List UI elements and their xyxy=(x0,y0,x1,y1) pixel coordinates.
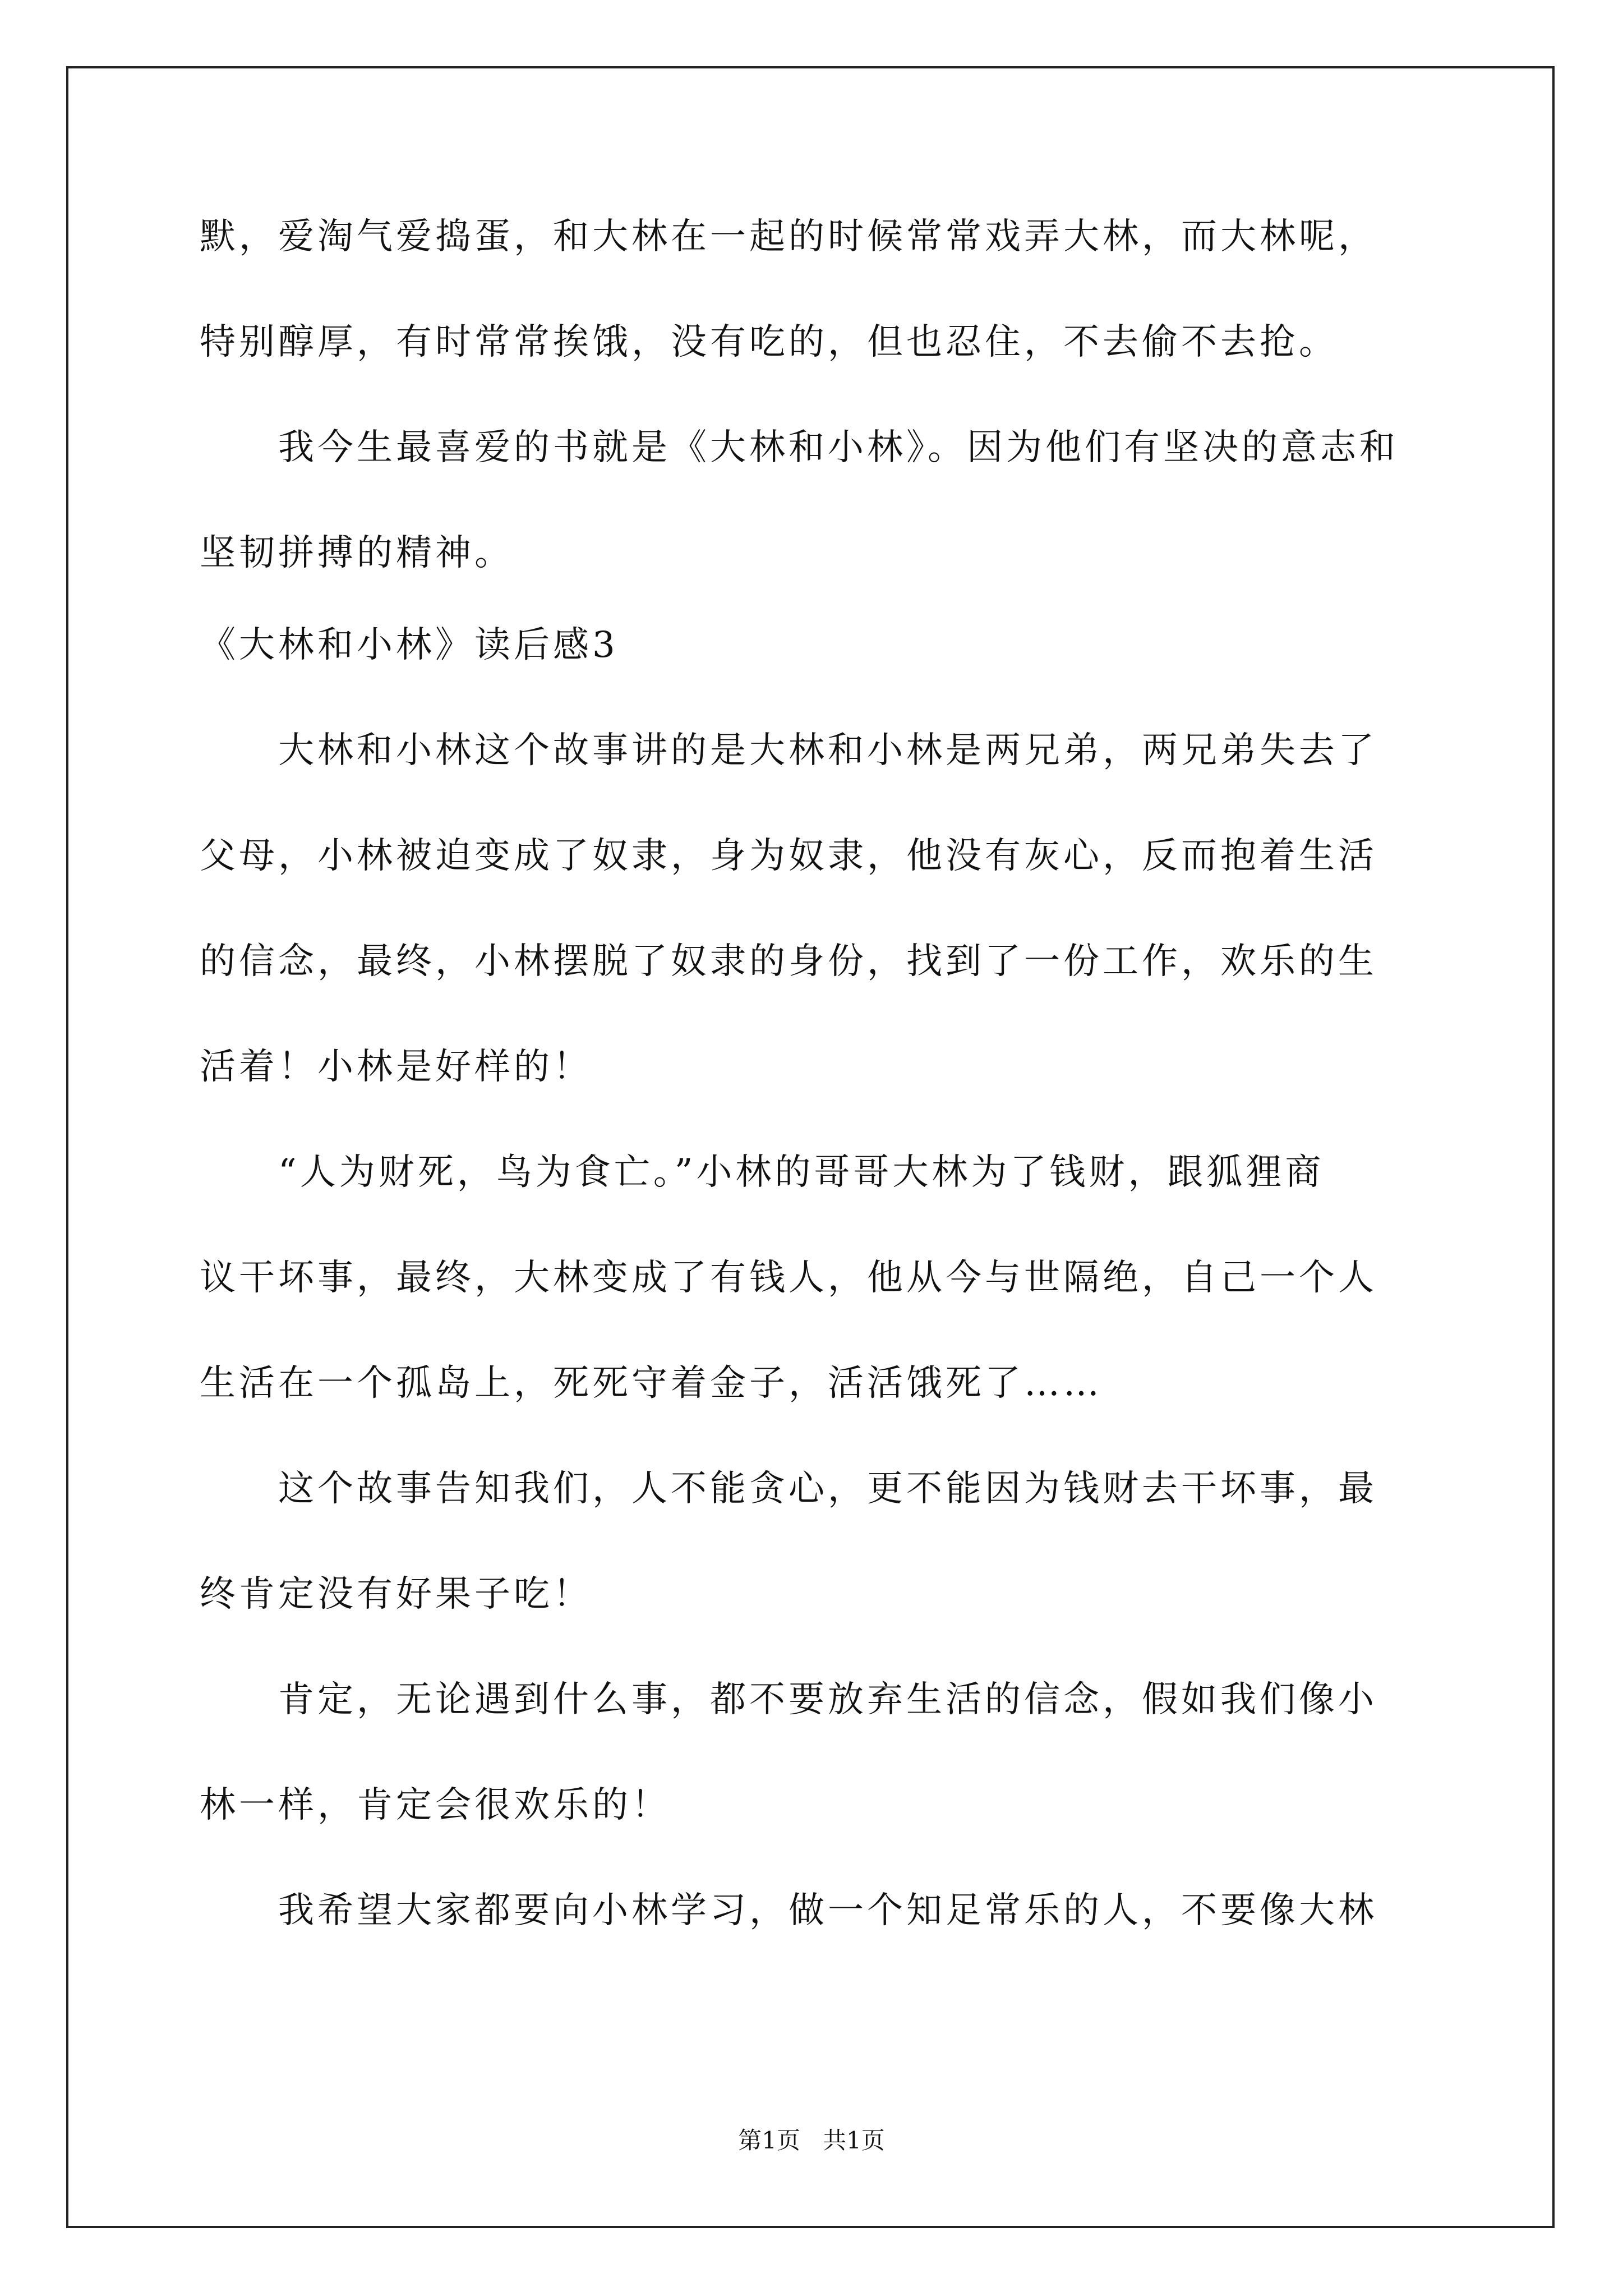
text-line: 特别醇厚，有时常常挨饿，没有吃的，但也忍住，不去偷不去抢。 xyxy=(200,321,1338,363)
text-line: 肯定，无论遇到什么事，都不要放弃生活的信念，假如我们像小 xyxy=(200,1679,1377,1720)
text-line: 生活在一个孤岛上，死死守着金子，活活饿死了…… xyxy=(200,1363,1103,1404)
text-line: 我希望大家都要向小林学习，做一个知足常乐的人，不要像大林 xyxy=(200,1890,1377,1931)
page-footer: 第1页 共1页 xyxy=(738,2127,885,2154)
text-line: 议干坏事，最终，大林变成了有钱人，他从今与世隔绝，自己一个人 xyxy=(200,1257,1377,1299)
text-line: 这个故事告知我们，人不能贪心，更不能因为钱财去干坏事，最 xyxy=(200,1468,1377,1510)
text-line: 我今生最喜爱的书就是《大林和小林》。因为他们有坚决的意志和 xyxy=(200,427,1399,468)
text-line: 父母，小林被迫变成了奴隶，身为奴隶，他没有灰心，反而抱着生活 xyxy=(200,835,1377,877)
text-line: 林一样，肯定会很欢乐的！ xyxy=(200,1784,671,1826)
text-line: 坚韧拼搏的精神。 xyxy=(200,532,514,574)
section-heading: 《大林和小林》读后感3 xyxy=(200,624,619,666)
text-line: 的信念，最终，小林摆脱了奴隶的身份，找到了一份工作，欢乐的生 xyxy=(200,941,1377,982)
text-line: 终肯定没有好果子吃！ xyxy=(200,1573,592,1615)
document-body xyxy=(200,216,1428,1931)
text-line: “人为财死，鸟为食亡。”小林的哥哥大林为了钱财，跟狐狸商 xyxy=(200,1152,1325,1193)
text-line: 默，爱淘气爱捣蛋，和大林在一起的时候常常戏弄大林，而大林呢， xyxy=(200,216,1377,257)
text-line: 大林和小林这个故事讲的是大林和小林是两兄弟，两兄弟失去了 xyxy=(200,730,1377,771)
text-line: 活着！小林是好样的！ xyxy=(200,1046,592,1088)
